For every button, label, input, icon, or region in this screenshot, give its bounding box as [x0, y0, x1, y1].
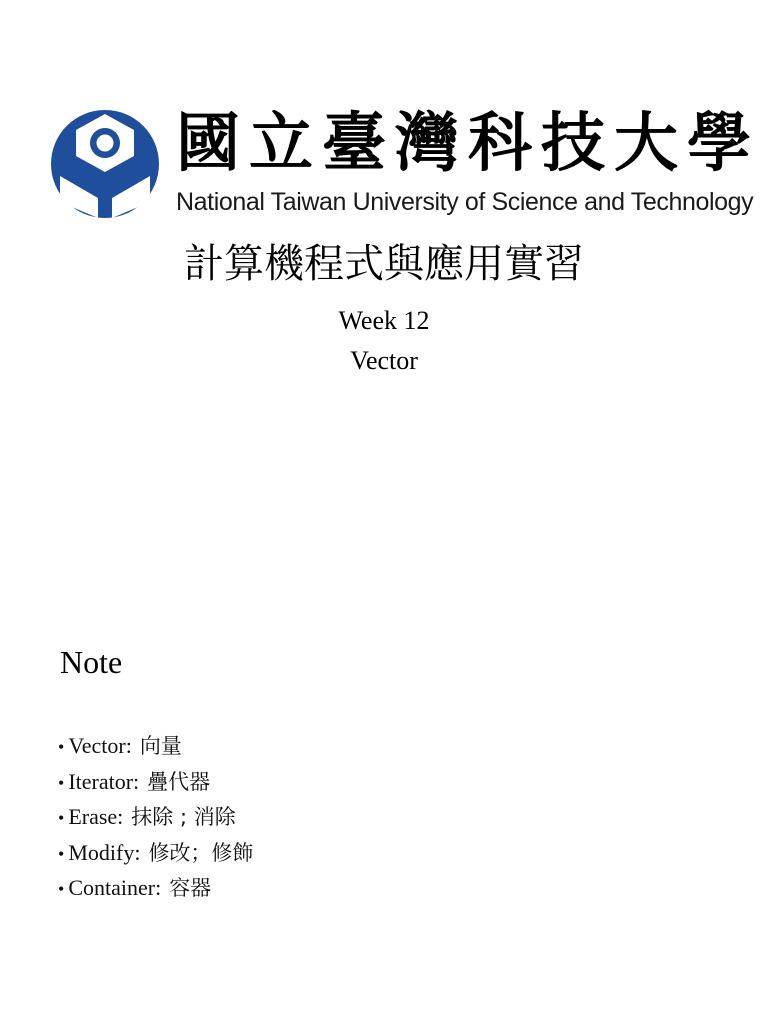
- bullet-icon: •: [58, 843, 65, 864]
- list-item: [58, 870, 253, 906]
- glossary-term: Vector:: [68, 733, 132, 758]
- week-label: Week 12: [338, 306, 430, 335]
- note-slide: [0, 512, 768, 1024]
- topic-label: Vector: [350, 346, 418, 375]
- glossary-term: Modify:: [68, 839, 141, 865]
- university-name-english: National Taiwan University of Science and Technology: [176, 188, 754, 216]
- bullet-icon: •: [58, 737, 65, 757]
- course-title: 計算機程式與應用實習: [184, 241, 584, 287]
- glossary-translation: 疊代器: [147, 769, 211, 794]
- glossary-list: [58, 728, 253, 906]
- bullet-icon: •: [58, 808, 65, 828]
- list-item: [58, 835, 253, 871]
- note-heading: Note: [60, 644, 123, 680]
- university-header: [50, 104, 760, 226]
- glossary-translation: 容器: [169, 876, 212, 900]
- glossary-term: Erase:: [68, 804, 124, 829]
- university-name-chinese: 國立臺灣科技大學: [176, 106, 760, 181]
- list-item: [58, 799, 253, 835]
- list-item: [58, 728, 253, 764]
- bullet-icon: •: [58, 772, 65, 793]
- bullet-icon: •: [58, 879, 65, 899]
- glossary-translation: 修改；修飾: [148, 840, 254, 865]
- list-item: [58, 764, 253, 800]
- ntust-emblem-icon: [50, 106, 160, 222]
- glossary-translation: 抹除 ; 消除: [131, 805, 236, 829]
- glossary-term: Container:: [68, 875, 162, 900]
- glossary-translation: 向量: [139, 734, 182, 758]
- glossary-term: Iterator:: [68, 768, 140, 794]
